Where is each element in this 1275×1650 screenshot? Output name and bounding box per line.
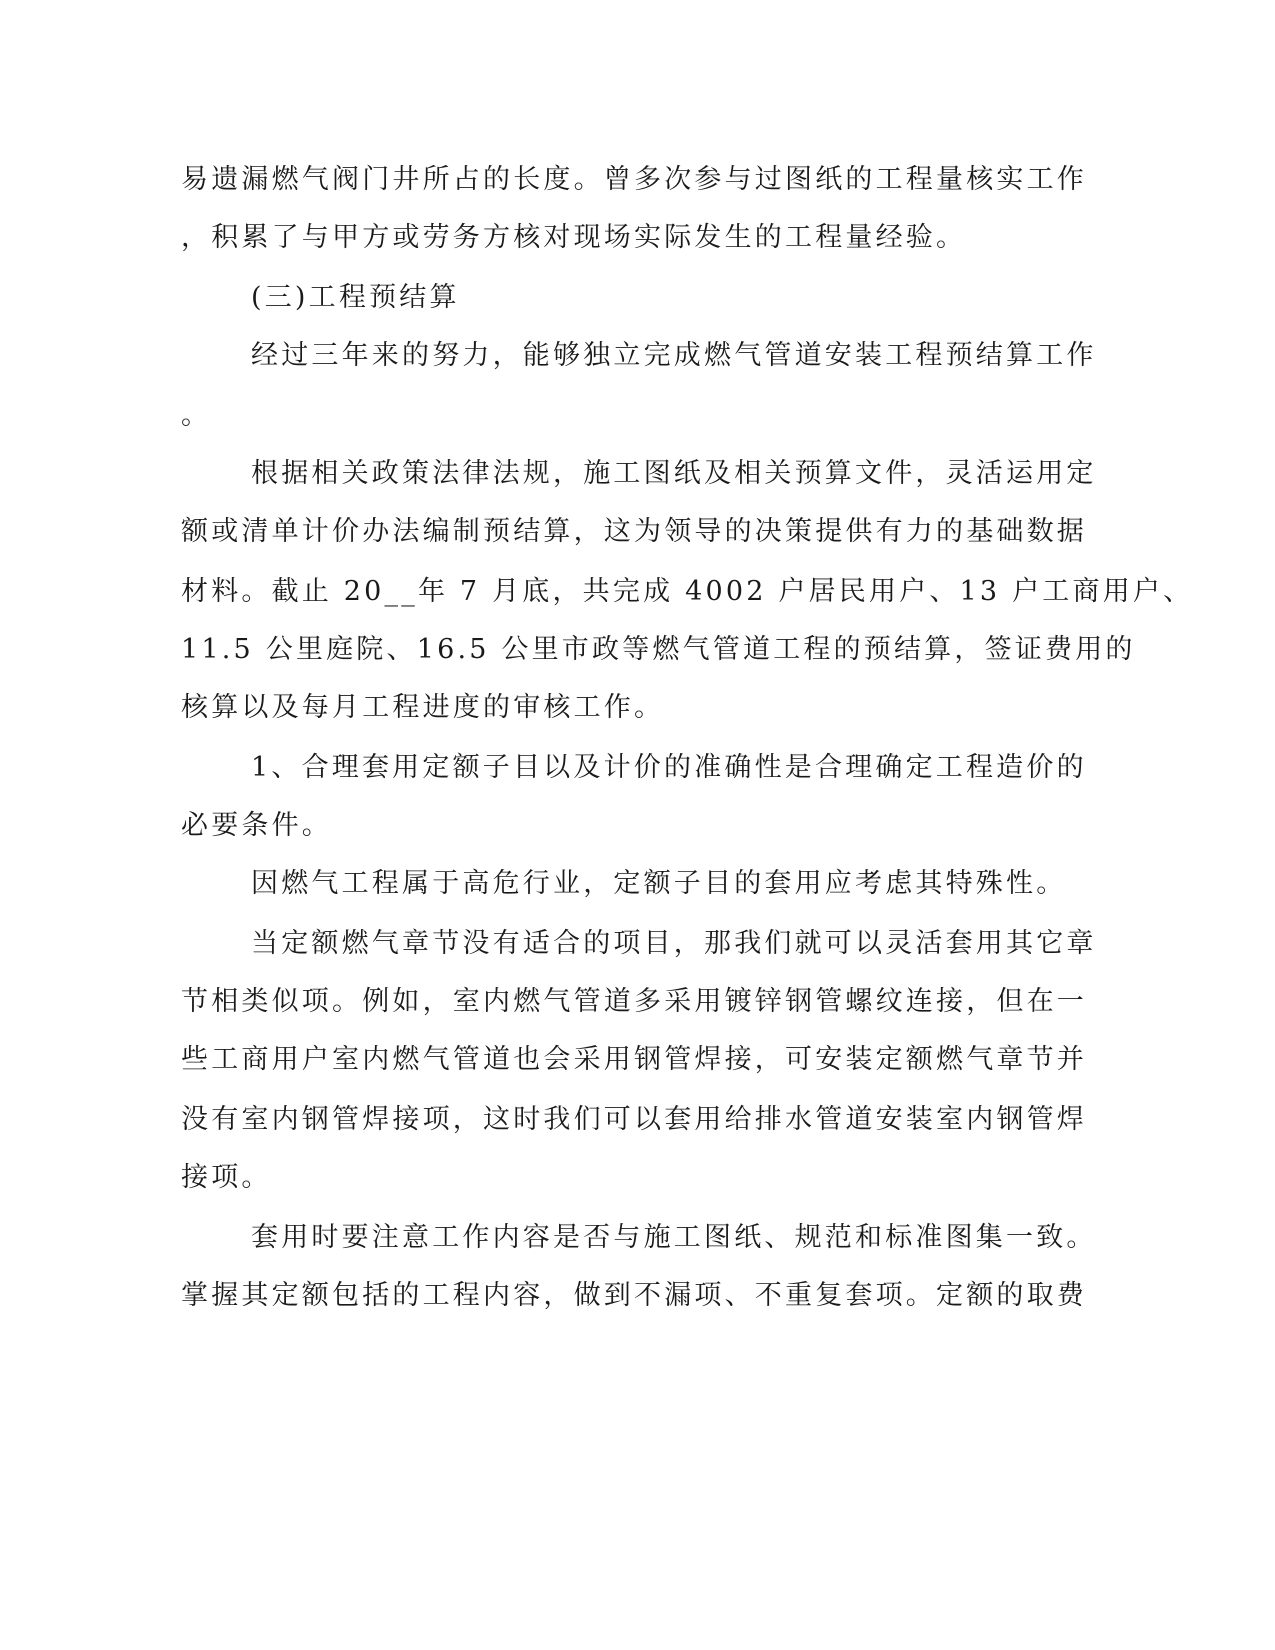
paragraph-line: 材料。截止 20__年 7 月底，共完成 4002 户居民用户、13 户工商用户、 <box>181 576 1194 607</box>
paragraph-line: 接项。 <box>181 1162 272 1193</box>
paragraph-line: 核算以及每月工程进度的审核工作。 <box>181 692 665 723</box>
section-heading: (三)工程预结算 <box>251 282 460 313</box>
paragraph-line: 额或清单计价办法编制预结算，这为领导的决策提供有力的基础数据 <box>181 516 1087 547</box>
paragraph-line: 套用时要注意工作内容是否与施工图纸、规范和标准图集一致。 <box>251 1222 1097 1253</box>
paragraph-line: 因燃气工程属于高危行业，定额子目的套用应考虑其特殊性。 <box>251 868 1067 899</box>
paragraph-line: 经过三年来的努力，能够独立完成燃气管道安装工程预结算工作 <box>251 340 1097 371</box>
paragraph-line: 11.5 公里庭院、16.5 公里市政等燃气管道工程的预结算，签证费用的 <box>181 634 1136 665</box>
paragraph-line: 没有室内钢管焊接项，这时我们可以套用给排水管道安装室内钢管焊 <box>181 1104 1087 1135</box>
paragraph-line: 1、合理套用定额子目以及计价的准确性是合理确定工程造价的 <box>251 752 1087 783</box>
paragraph-line: 掌握其定额包括的工程内容，做到不漏项、不重复套项。定额的取费 <box>181 1280 1087 1311</box>
text-line-1: 易遗漏燃气阀门井所占的长度。曾多次参与过图纸的工程量核实工作 <box>181 164 1087 195</box>
paragraph-line: 。 <box>181 400 212 431</box>
paragraph-line: 根据相关政策法律法规，施工图纸及相关预算文件，灵活运用定 <box>251 458 1097 489</box>
text-line-2: ，积累了与甲方或劳务方核对现场实际发生的工程量经验。 <box>181 222 967 253</box>
paragraph-line: 节相类似项。例如，室内燃气管道多采用镀锌钢管螺纹连接，但在一 <box>181 986 1087 1017</box>
paragraph-line: 些工商用户室内燃气管道也会采用钢管焊接，可安装定额燃气章节并 <box>181 1044 1087 1075</box>
paragraph-line: 必要条件。 <box>181 810 332 841</box>
paragraph-line: 当定额燃气章节没有适合的项目，那我们就可以灵活套用其它章 <box>251 928 1097 959</box>
